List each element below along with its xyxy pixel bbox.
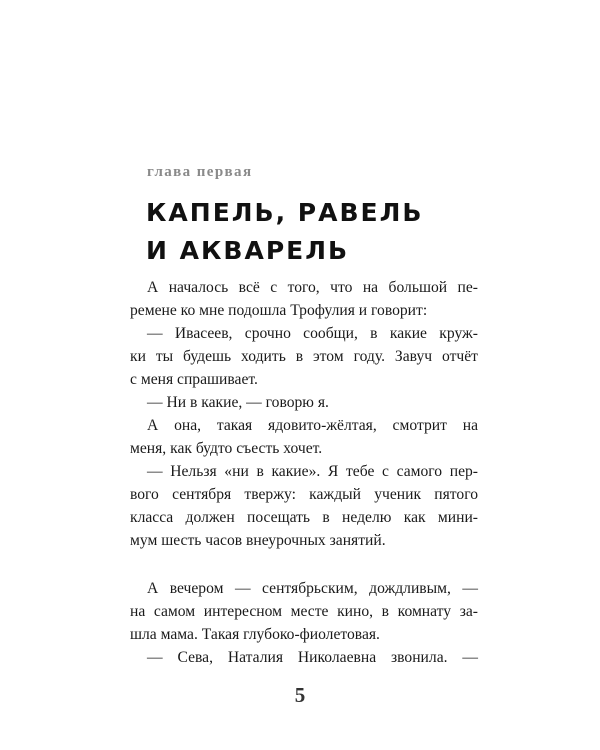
section-break: [130, 552, 478, 577]
page-number: 5: [294, 683, 306, 707]
text-line: — Ни в какие, — говорю я.: [147, 394, 329, 411]
text-line: — Ивасеев, срочно сообщи, в какие круж-: [147, 325, 478, 342]
text-line: — Нельзя «ни в какие». Я тебе с самого пер-: [147, 463, 478, 480]
chapter-title-line-2: И АКВАРЕЛЬ: [146, 236, 350, 265]
text-line: ремене ко мне подошла Трофулия и говорит:: [130, 302, 428, 319]
chapter-label: глава первая: [147, 164, 253, 180]
body-text: [130, 276, 478, 669]
text-line: ки ты будешь ходить в этом году. Завуч отчёт: [130, 348, 478, 365]
text-line: — Сева, Наталия Николаевна звонила. —: [147, 649, 478, 666]
paragraph: [130, 646, 478, 669]
text-line: шла мама. Такая глубоко-фиолетовая.: [130, 626, 380, 643]
text-line: меня, как будто съесть хочет.: [130, 440, 323, 457]
chapter-title: [146, 194, 423, 270]
chapter-title-line-1: КАПЕЛЬ, РАВЕЛЬ: [146, 198, 424, 227]
paragraph: [130, 577, 478, 646]
text-line: класса должен посещать в неделю как мини-: [130, 509, 478, 526]
text-line: с меня спрашивает.: [130, 371, 258, 388]
text-line: на самом интересном месте кино, в комнату за-: [130, 603, 478, 620]
paragraph: [130, 276, 478, 322]
paragraph: [130, 414, 478, 460]
text-line: А началось всё с того, что на большой пе-: [147, 279, 478, 296]
text-line: А вечером — сентябрьским, дождливым, —: [147, 580, 478, 597]
paragraph: [130, 460, 478, 552]
paragraph: [130, 391, 478, 414]
text-line: мум шесть часов внеурочных занятий.: [130, 532, 386, 549]
text-line: А она, такая ядовито-жёлтая, смотрит на: [147, 417, 478, 434]
paragraph: [130, 322, 478, 391]
text-line: вого сентября твержу: каждый ученик пятого: [130, 486, 478, 503]
